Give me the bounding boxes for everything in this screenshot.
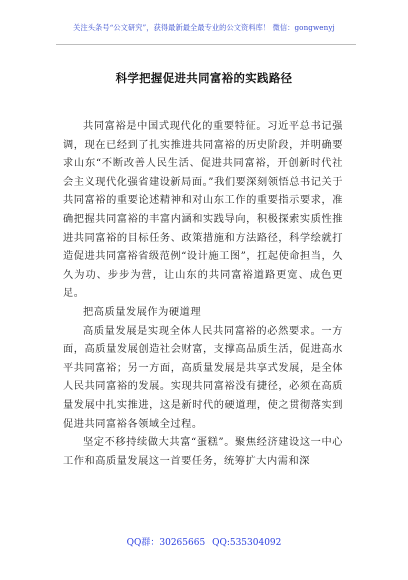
document-body	[63, 118, 343, 471]
header-banner: 关注头条号“公文研究”，获得最新最全最专业的公文资料库！ 微信：gongwenyj	[73, 23, 335, 32]
section-heading: 把高质量发展作为硬道理	[83, 306, 202, 318]
paragraph-common-prosperity-cake: 坚定不移持续做大共富“蛋糕”。聚焦经济建设这一中心工作和高质量发展这一首要任务，统筹扩大内需和深	[63, 437, 343, 467]
header-divider	[56, 44, 356, 45]
paragraph-intro: 共同富裕是中国式现代化的重要特征。习近平总书记强调，现在已经到了扎实推进共同富裕的历史阶段，并明确要求山东“不断改善人民生活、促进共同富裕，开创新时代社会主义现代化强省建设新局面。”我们要深刻领悟总书记关于共同富裕的重要论述精神和对山东工作的重要指示要求，准确把握共同富裕的丰富内涵和实践导向，积极探索实质性推进共同富裕的目标任务、政策措施和方法路径，科学绘就打造促进共同富裕省级范例“设计施工图”，扛起使命担当，久久为功、步步为营，让山东的共同富裕道路更宽、成色更足。	[63, 121, 343, 300]
document-title: 科学把握促进共同富裕的实践路径	[115, 71, 293, 85]
footer-qq-group: QQ群：30265665	[126, 538, 206, 548]
paragraph-high-quality-development: 高质量发展是实现全体人民共同富裕的必然要求。一方面，高质量发展创造社会财富，支撑高品质生活，促进高水平共同富裕；另一方面，高质量发展是共享式发展，是全体人民共同富裕的发展。实现共同富裕没有捷径，必须在高质量发展中扎实推进，这是新时代的硬道理，使之贯彻落实到促进共同富裕各领域全过程。	[63, 325, 343, 430]
footer-qq-number: QQ:535304092	[212, 538, 282, 548]
footer-contact	[0, 535, 408, 548]
